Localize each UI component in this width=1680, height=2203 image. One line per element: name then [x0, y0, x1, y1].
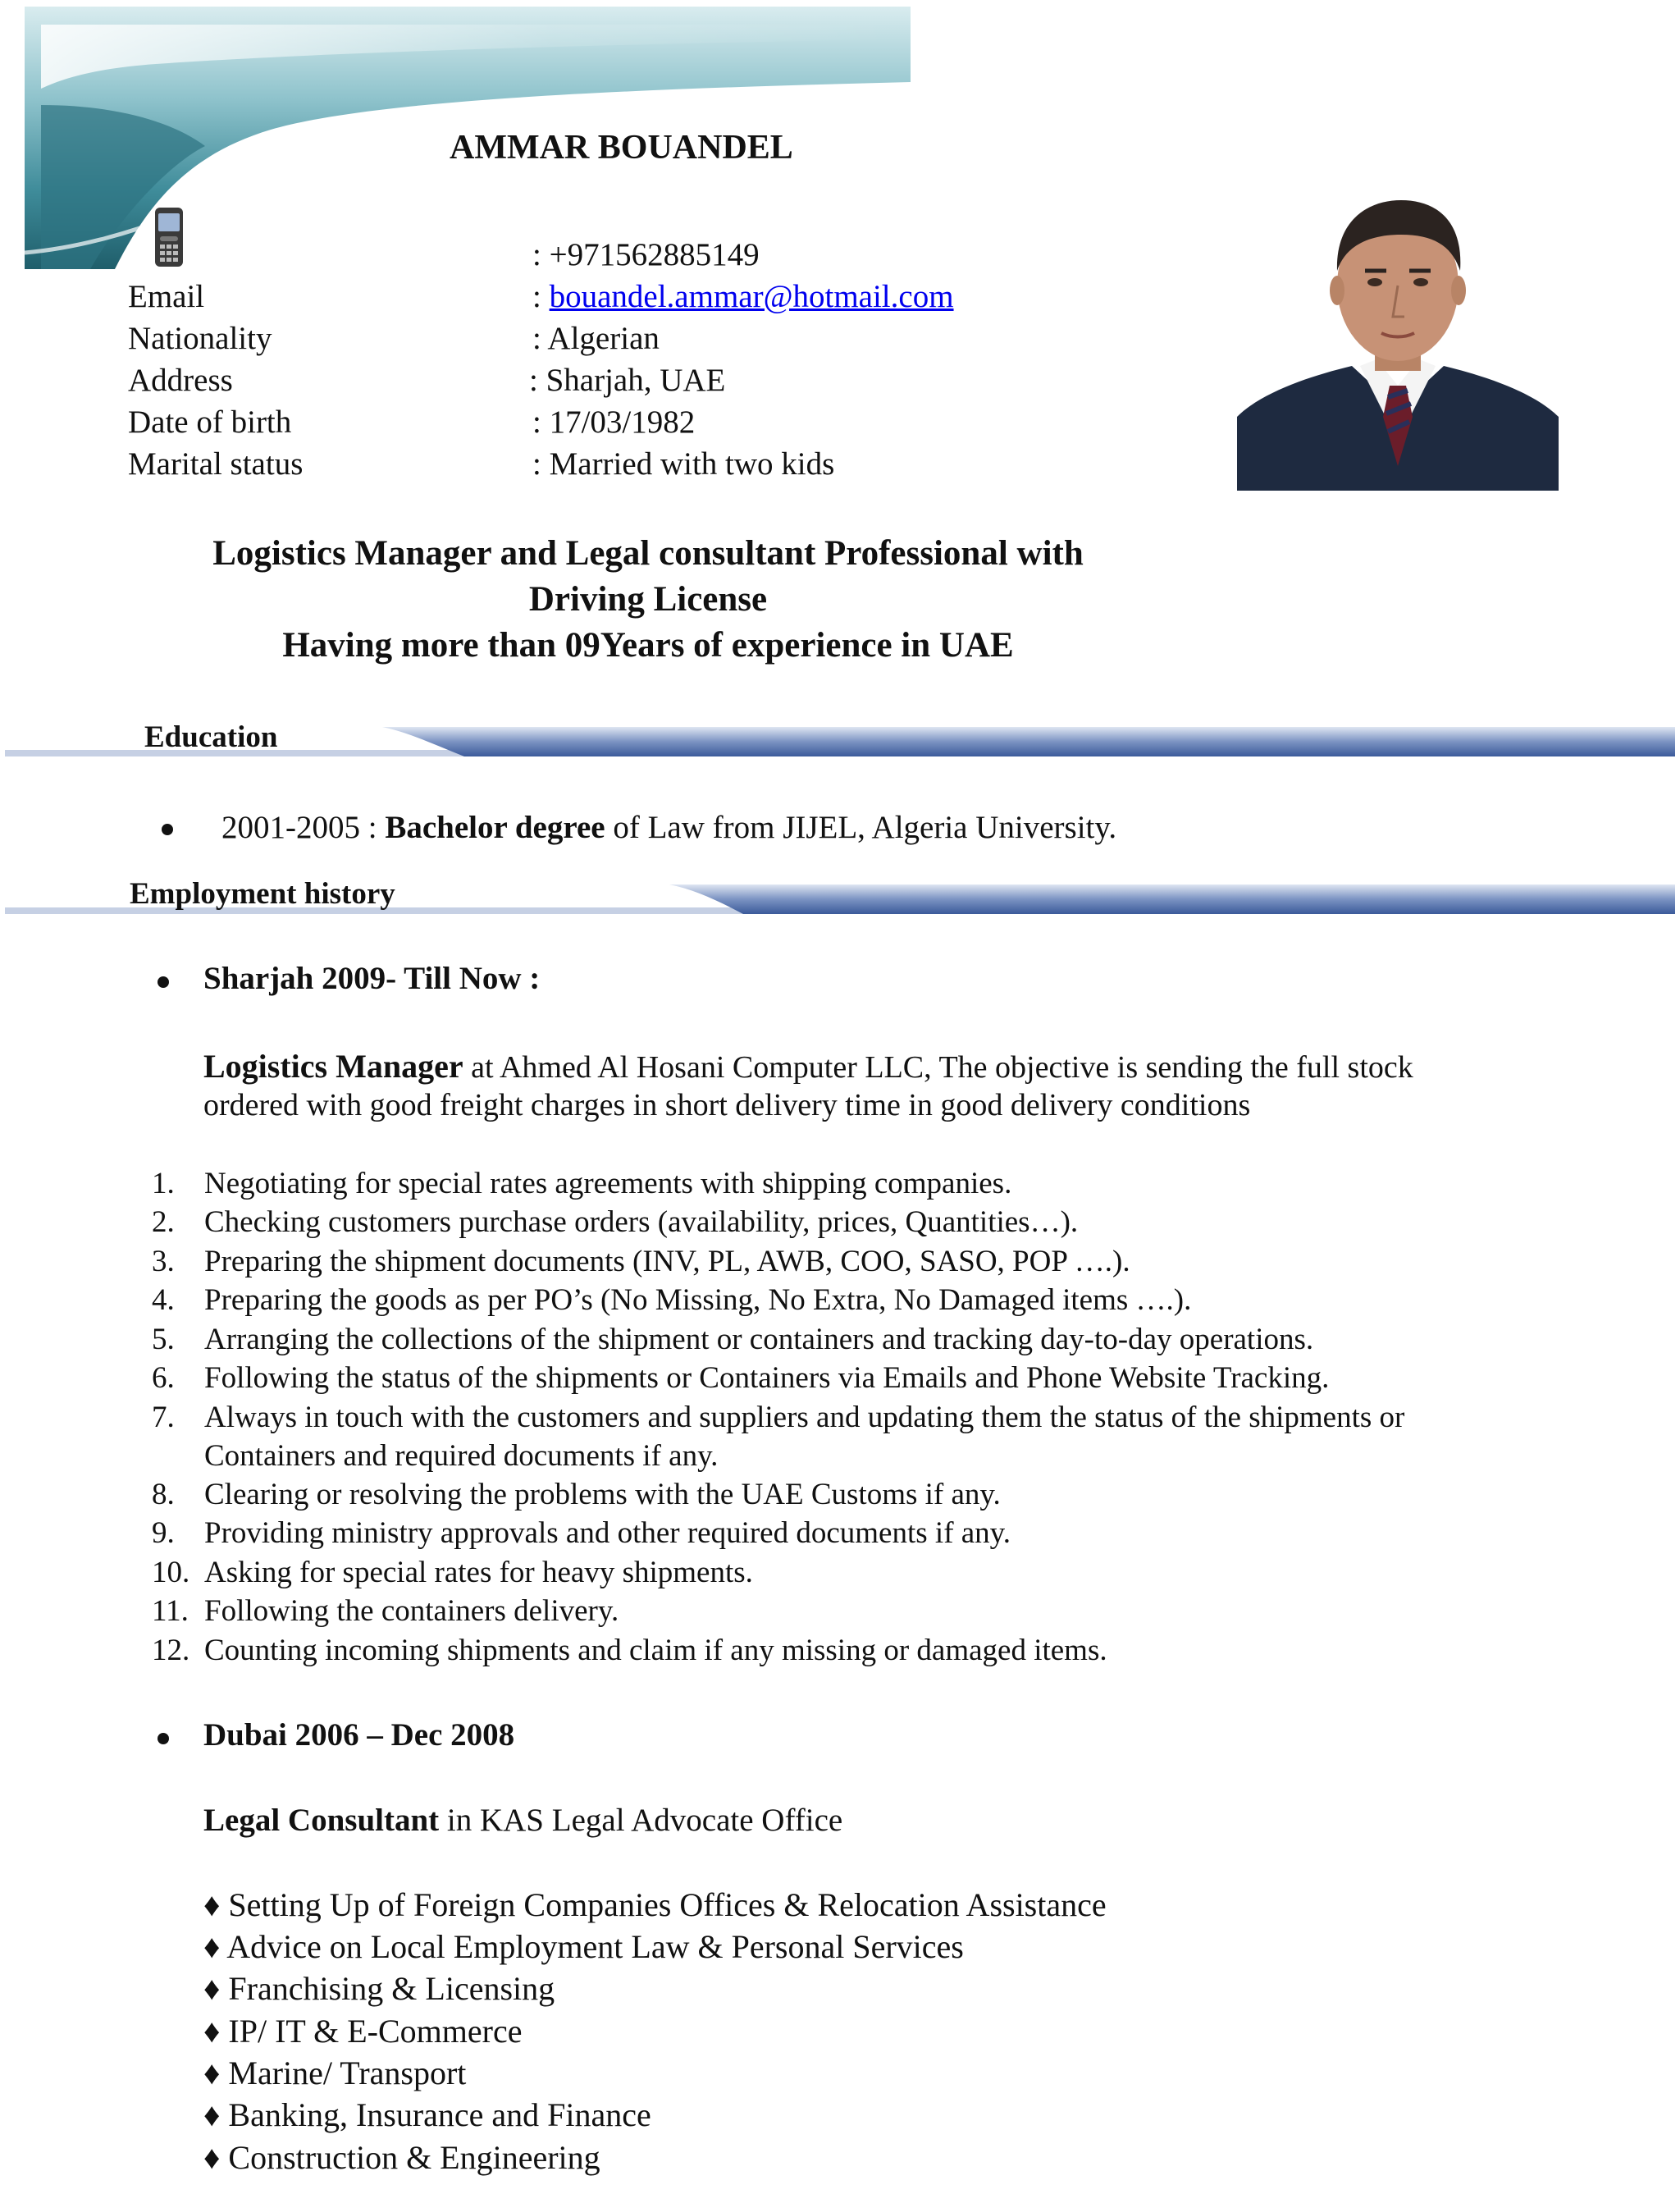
duty-text: Always in touch with the customers and suppliers and updating them the status of the shipments or — [204, 1401, 1405, 1434]
candidate-name: AMMAR BOUANDEL — [450, 129, 793, 167]
education-item — [221, 809, 1116, 846]
job-2-desc-line-1 — [203, 1802, 842, 1839]
headline-line-3: Having more than 09Years of experience in UAE — [282, 626, 1014, 665]
duty-text: Providing ministry approvals and other required documents if any. — [204, 1516, 1011, 1550]
contact-label: Nationality — [128, 321, 272, 356]
education-degree: Bachelor degree — [385, 810, 605, 845]
contact-row-address — [128, 362, 1030, 404]
email-prefix: : — [532, 279, 550, 314]
bullet — [158, 976, 169, 988]
contact-row-email — [128, 278, 1030, 321]
duty-text: Asking for special rates for heavy shipments. — [204, 1556, 753, 1589]
duty-text: Containers and required documents if any. — [204, 1439, 719, 1473]
duty-number: 6. — [152, 1361, 175, 1395]
service-item: ♦ Setting Up of Foreign Companies Offices & Relocation Assistance — [203, 1886, 1107, 1923]
duty-text: Following the containers delivery. — [204, 1594, 619, 1628]
job-1-desc-line-2: ordered with good freight charges in short delivery time in good delivery conditions — [203, 1088, 1251, 1122]
duty-number: 8. — [152, 1478, 175, 1511]
duty-text: Clearing or resolving the problems with the UAE Customs if any. — [204, 1478, 1001, 1511]
job-1-role: Logistics Manager — [203, 1048, 463, 1085]
duty-text: Preparing the shipment documents (INV, PL, AWB, COO, SASO, POP ….). — [204, 1245, 1130, 1278]
duty-number: 9. — [152, 1516, 175, 1550]
education-title: Education — [144, 720, 278, 754]
contact-label: Address — [128, 363, 233, 398]
job-1-desc-1: at Ahmed Al Hosani Computer LLC, The objective is sending the full stock — [463, 1050, 1413, 1085]
email-value — [532, 278, 954, 315]
duty-number: 11. — [152, 1594, 189, 1628]
job-1-heading: Sharjah 2009- Till Now : — [203, 961, 541, 996]
contact-row-phone — [128, 236, 1030, 279]
duty-text: Arranging the collections of the shipment or containers and tracking day-to-day operations. — [204, 1323, 1314, 1356]
job-1-desc-line-1 — [203, 1047, 1413, 1086]
contact-label: Marital status — [128, 446, 304, 482]
contact-label: Email — [128, 279, 205, 314]
duty-number: 12. — [152, 1634, 190, 1667]
education-rest: of Law from JIJEL, Algeria University. — [605, 810, 1117, 845]
service-item: ♦ Banking, Insurance and Finance — [203, 2096, 651, 2133]
dob-value: : 17/03/1982 — [532, 404, 696, 440]
job-2-role: Legal Consultant — [203, 1803, 440, 1838]
contact-row-marital — [128, 446, 1030, 488]
education-sep: : — [360, 810, 386, 845]
duty-number: 10. — [152, 1556, 190, 1589]
email-link[interactable]: bouandel.ammar@hotmail.com — [549, 279, 954, 314]
duty-number: 5. — [152, 1323, 175, 1356]
service-item: ♦ Advice on Local Employment Law & Personal Services — [203, 1928, 964, 1965]
duty-number: 1. — [152, 1167, 175, 1200]
service-item: ♦ Franchising & Licensing — [203, 1970, 555, 2007]
service-item: ♦ Marine/ Transport — [203, 2054, 467, 2091]
duty-number: 3. — [152, 1245, 175, 1278]
duty-text: Counting incoming shipments and claim if any missing or damaged items. — [204, 1634, 1107, 1667]
duty-text: Preparing the goods as per PO’s (No Missing, No Extra, No Damaged items ….). — [204, 1283, 1192, 1317]
duty-number: 7. — [152, 1401, 175, 1434]
address-value: : Sharjah, UAE — [529, 363, 726, 398]
employment-title: Employment history — [130, 877, 395, 911]
job-2-heading: Dubai 2006 – Dec 2008 — [203, 1717, 515, 1753]
contact-label: Date of birth — [128, 404, 292, 440]
education-years: 2001-2005 — [221, 810, 360, 845]
job-2-desc-1: in KAS Legal Advocate Office — [439, 1803, 843, 1838]
duty-text: Checking customers purchase orders (availability, prices, Quantities…). — [204, 1205, 1079, 1239]
duty-number: 2. — [152, 1205, 175, 1239]
bullet — [162, 824, 173, 835]
duty-number: 4. — [152, 1283, 175, 1317]
profile-photo — [1237, 171, 1559, 491]
headline-line-2: Driving License — [528, 580, 768, 619]
service-item: ♦ IP/ IT & E-Commerce — [203, 2013, 523, 2050]
phone-value: : +971562885149 — [532, 237, 760, 272]
duty-text: Negotiating for special rates agreements with shipping companies. — [204, 1167, 1012, 1200]
contact-row-nationality — [128, 320, 1030, 363]
marital-value: : Married with two kids — [532, 446, 835, 482]
bullet — [158, 1733, 169, 1744]
service-item: ♦ Construction & Engineering — [203, 2139, 600, 2176]
contact-row-dob — [128, 404, 1030, 446]
headline-line-1: Logistics Manager and Legal consultant Professional with — [212, 534, 1084, 573]
nationality-value: : Algerian — [532, 321, 660, 356]
duty-text: Following the status of the shipments or Containers via Emails and Phone Website Tracking. — [204, 1361, 1330, 1395]
